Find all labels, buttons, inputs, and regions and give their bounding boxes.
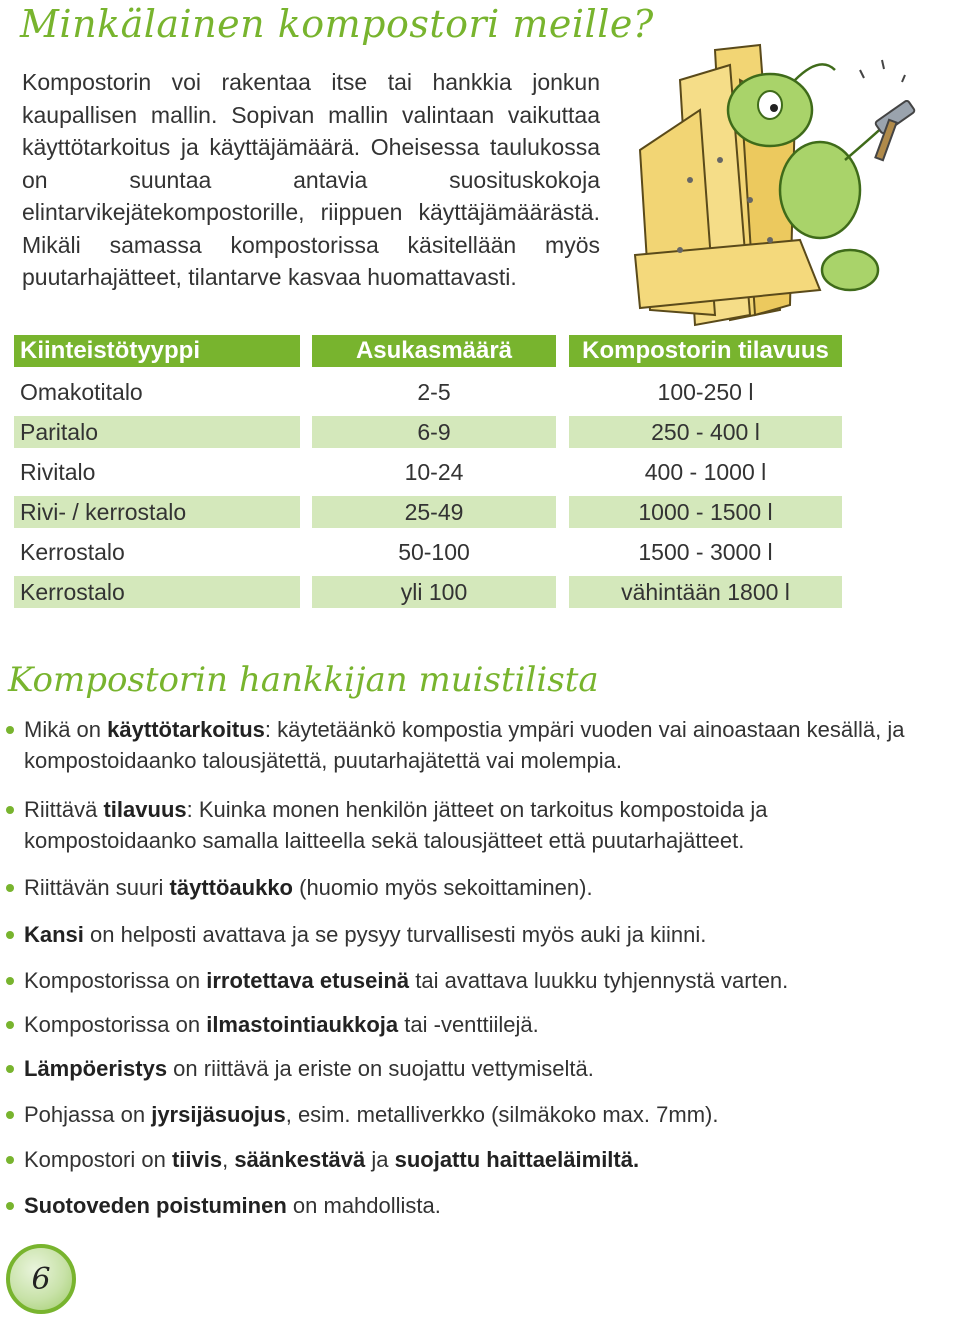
checklist-item-text: Kompostori on (24, 1147, 172, 1172)
checklist-item-text: ja (365, 1147, 395, 1172)
motion-mark (882, 60, 884, 69)
bullet-icon (6, 977, 14, 985)
checklist-item-keyword: tilavuus (103, 797, 187, 822)
checklist-item-keyword: irrotettava etuseinä (206, 968, 410, 993)
table-row (14, 416, 844, 456)
cell-residents: 2-5 (417, 379, 451, 405)
nail-icon (677, 247, 683, 253)
cell-residents: 10-24 (404, 459, 464, 485)
cell-residents: 6-9 (312, 416, 556, 448)
table-row (14, 536, 844, 576)
ant-pupil (770, 104, 778, 112)
table-row (14, 496, 844, 536)
checklist-item (6, 1053, 906, 1084)
table-header-row (14, 335, 844, 375)
checklist-item (6, 794, 906, 856)
checklist-item-keyword: säänkestävä (234, 1147, 366, 1172)
page-number-badge (6, 1244, 76, 1314)
table-row (14, 576, 844, 616)
checklist-item-keyword: Suotoveden poistuminen (24, 1193, 287, 1218)
cell-residents: 25-49 (312, 496, 556, 528)
checklist-item-text: Kompostorissa on (24, 968, 207, 993)
checklist-item-text: Riittävän suuri (24, 875, 170, 900)
motion-mark (902, 75, 905, 82)
table-row (14, 456, 844, 496)
checklist (6, 714, 906, 1221)
cell-property-type: Rivitalo (20, 459, 96, 485)
checklist-item-text: tai -venttiilejä. (398, 1012, 539, 1037)
checklist-item-keyword: täyttöaukko (169, 875, 293, 900)
cell-property-type: Rivi- / kerrostalo (14, 496, 300, 528)
cell-residents: yli 100 (312, 576, 556, 608)
cell-volume: 1000 - 1500 l (569, 496, 842, 528)
checklist-item-keyword: tiivis (171, 1147, 223, 1172)
checklist-item-keyword: suojattu haittaeläimiltä. (394, 1147, 640, 1172)
page-title: Minkälainen kompostori meille? (20, 2, 654, 46)
ant-eye (758, 91, 782, 119)
checklist-item-text: Kompostorissa on (24, 1012, 207, 1037)
checklist-item (6, 1190, 906, 1221)
cell-volume: 400 - 1000 l (644, 459, 767, 485)
checklist-item-text: , esim. metalliverkko (silmäkoko max. 7mm). (285, 1102, 719, 1127)
cell-property-type: Kerrostalo (20, 539, 125, 565)
compost-bin-illustration (620, 40, 950, 330)
motion-mark (860, 70, 864, 78)
cell-volume: vähintään 1800 l (569, 576, 842, 608)
bullet-icon (6, 931, 14, 939)
checklist-item-text: on mahdollista. (286, 1193, 441, 1218)
checklist-item (6, 1009, 906, 1040)
checklist-item-keyword: jyrsijäsuojus (151, 1102, 286, 1127)
checklist-item-text: Riittävä (24, 797, 104, 822)
column-header-volume: Kompostorin tilavuus (569, 335, 842, 367)
cell-volume: 100-250 l (657, 379, 754, 405)
nail-icon (767, 237, 773, 243)
nail-icon (687, 177, 693, 183)
checklist-item-keyword: ilmastointiaukkoja (206, 1012, 399, 1037)
checklist-item (6, 714, 906, 776)
nail-icon (747, 197, 753, 203)
table-row (14, 376, 844, 416)
bullet-icon (6, 806, 14, 814)
nail-icon (717, 157, 723, 163)
bullet-icon (6, 1156, 14, 1164)
cell-volume: 250 - 400 l (569, 416, 842, 448)
checklist-item-keyword: käyttötarkoitus (107, 717, 265, 742)
checklist-item-keyword: Kansi (24, 922, 84, 947)
checklist-title: Kompostorin hankkijan muistilista (8, 660, 599, 700)
checklist-item-text: Pohjassa on (24, 1102, 152, 1127)
column-header-residents: Asukasmäärä (312, 335, 556, 367)
bullet-icon (6, 1111, 14, 1119)
column-header-property-type: Kiinteistötyyppi (14, 335, 300, 367)
checklist-item-text: (huomio myös sekoittaminen). (293, 875, 593, 900)
ant-antenna (795, 64, 835, 80)
checklist-item-text: tai avattava luukku tyhjennystä varten. (409, 968, 789, 993)
checklist-item-text: , (222, 1147, 235, 1172)
checklist-item-text: on helposti avattava ja se pysyy turvallisesti myös auki ja kiinni. (83, 922, 707, 947)
checklist-item (6, 872, 906, 903)
checklist-item-text: : käytetäänkö kompostia ympäri vuoden vai ainoastaan kesällä, ja kompostoidaanko talousjätettä, puutarhajätettä vai molempia. (24, 717, 905, 773)
ant-abdomen (822, 250, 878, 290)
cell-residents: 50-100 (398, 539, 470, 565)
intro-paragraph: Kompostorin voi rakentaa itse tai hankkia jonkun kaupallisen mallin. Sopivan mallin valintaan vaikuttaa käyttötarkoitus ja käyttäjämäärä. Oheisessa taulukossa on suuntaa antavia suosituskokoja elintarvikejätekompostorille, riippuen käyttäjämäärästä. Mikäli samassa kompostorissa käsitellään myös puutarhajätteet, tilantarve kasvaa huomattavasti. (22, 69, 600, 290)
compost-size-table (14, 335, 844, 616)
checklist-item (6, 1144, 906, 1175)
page-number: 6 (31, 1261, 51, 1297)
bullet-icon (6, 1065, 14, 1073)
bullet-icon (6, 884, 14, 892)
checklist-item (6, 919, 906, 950)
bullet-icon (6, 1021, 14, 1029)
bullet-icon (6, 1202, 14, 1210)
bullet-icon (6, 726, 14, 734)
cell-property-type: Kerrostalo (14, 576, 300, 608)
checklist-item-text: : Kuinka monen henkilön jätteet on tarkoitus kompostoida ja kompostoidaanko samalla laitteella sekä talousjätteet että puutarhajätteet. (24, 797, 768, 853)
checklist-item (6, 965, 906, 996)
cell-property-type: Omakotitalo (20, 379, 143, 405)
checklist-item-keyword: Lämpöeristys (24, 1056, 168, 1081)
hammer-icon (875, 100, 916, 160)
cell-property-type: Paritalo (14, 416, 300, 448)
checklist-item-text: Mikä on (24, 717, 108, 742)
checklist-item-text: on riittävä ja eriste on suojattu vettymiseltä. (167, 1056, 594, 1081)
cell-volume: 1500 - 3000 l (638, 539, 773, 565)
checklist-item (6, 1099, 906, 1130)
